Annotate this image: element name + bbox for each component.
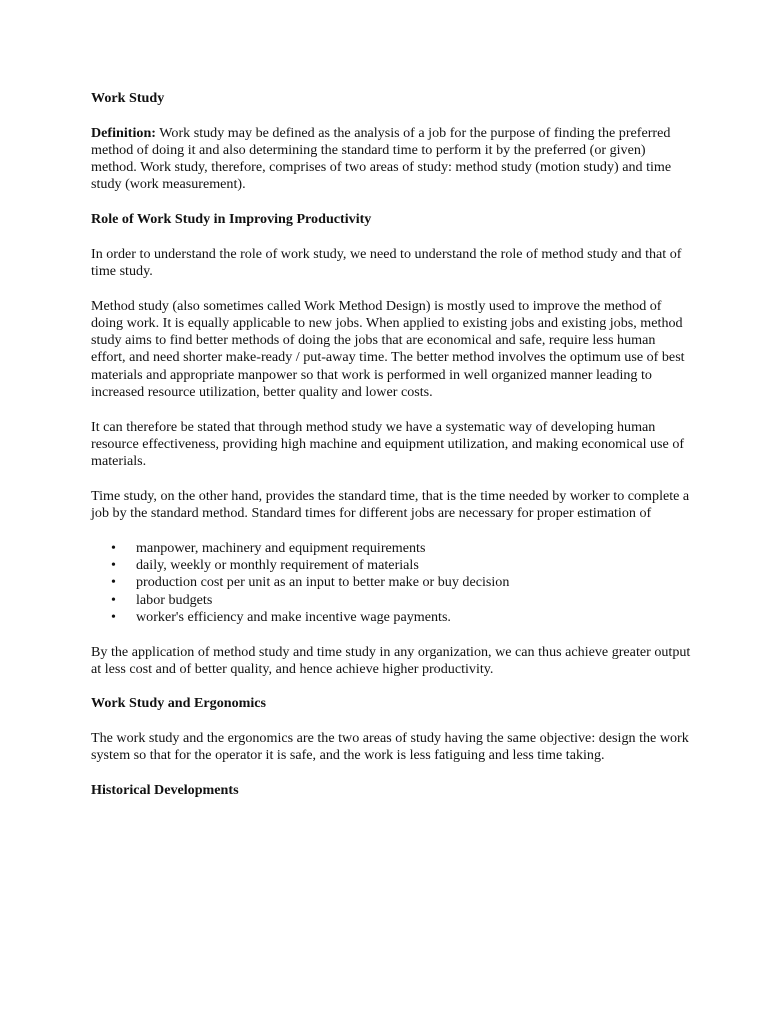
section-heading-ergonomics: Work Study and Ergonomics bbox=[91, 695, 267, 712]
list-item-text: daily, weekly or monthly requirement of materials bbox=[136, 557, 419, 574]
estimation-list bbox=[91, 540, 691, 626]
paragraph-time-study: Time study, on the other hand, provides the standard time, that is the time needed by worker to complete a job by the standard method. Standard times for different jobs are necessary for proper estimation of bbox=[91, 487, 690, 522]
paragraph-method-study: Method study (also sometimes called Work Method Design) is mostly used to improve the method of doing work. It is equally applicable to new jobs. When applied to existing jobs and existing jobs, method study aims to find better methods of doing the jobs that are economical and safe, require less human effort, and need shorter make-ready / put-away time. The better method involves the optimum use of best materials and appropriate manpower so that work is performed in well organized manner leading to increased resource utilization, better quality and lower costs. bbox=[91, 297, 685, 401]
list-item-text: labor budgets bbox=[136, 591, 213, 608]
definition-text: Work study may be defined as the analysis of a job for the purpose of finding the preferred method of doing it and also determining the standard time to perform it by the preferred (or given) method. Work study, therefore, comprises of two areas of study: method study (motion study) and time study (work measurement). bbox=[91, 124, 672, 193]
paragraph-intro: In order to understand the role of work study, we need to understand the role of method study and that of time study. bbox=[91, 245, 682, 279]
list-item-text: production cost per unit as an input to better make or buy decision bbox=[136, 574, 510, 591]
paragraph-ergonomics: The work study and the ergonomics are the two areas of study having the same objective: design the work system so that for the operator it is safe, and the work is less fatiguing and less time taking. bbox=[91, 729, 689, 764]
bullet-icon: • bbox=[111, 574, 116, 591]
document-title: Work Study bbox=[91, 90, 165, 106]
list-item-text: worker's efficiency and make incentive wage payments. bbox=[136, 608, 451, 625]
section-heading-history: Historical Developments bbox=[91, 781, 239, 798]
list-item bbox=[91, 540, 691, 557]
paragraph-productivity-conclusion: By the application of method study and time study in any organization, we can thus achieve greater output at less cost and of better quality, and hence achieve higher productivity. bbox=[91, 643, 691, 677]
paragraph-method-study-conclusion: It can therefore be stated that through method study we have a systematic way of developing human resource effectiveness, providing high machine and equipment utilization, and making economical use of materials. bbox=[91, 418, 685, 470]
list-item-text: manpower, machinery and equipment requirements bbox=[136, 539, 426, 556]
document-page bbox=[91, 90, 691, 816]
bullet-icon: • bbox=[111, 608, 116, 625]
list-item bbox=[91, 592, 691, 609]
definition-paragraph bbox=[91, 125, 691, 194]
definition-label: Definition: bbox=[91, 124, 156, 141]
list-item bbox=[91, 557, 691, 574]
bullet-icon: • bbox=[111, 539, 116, 556]
list-item bbox=[91, 574, 691, 591]
bullet-icon: • bbox=[111, 557, 116, 574]
bullet-icon: • bbox=[111, 591, 116, 608]
list-item bbox=[91, 609, 691, 626]
section-heading-role: Role of Work Study in Improving Productivity bbox=[91, 211, 372, 228]
